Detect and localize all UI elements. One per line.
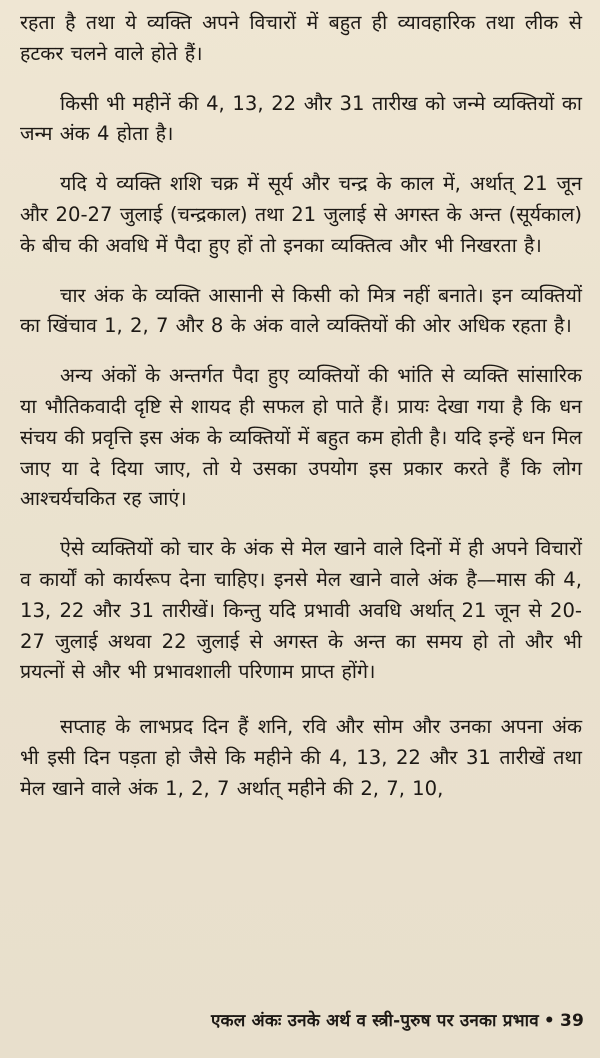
page-footer bbox=[0, 1008, 584, 1031]
paragraph-3: यदि ये व्यक्ति शशि चक्र में सूर्य और चन्द्र के काल में, अर्थात् 21 जून और 20-27 जुलाई (चन्द्रकाल) तथा 21 जुलाई से अगस्त के अन्त (सूर्यकाल) के बीच की अवधि में पैदा हुए हों तो इनका व्यक्तित्व और भी निखरता है। bbox=[20, 172, 582, 257]
footer-separator: • bbox=[543, 1011, 555, 1031]
paragraph-5: अन्य अंकों के अन्तर्गत पैदा हुए व्यक्तियों की भांति से व्यक्ति सांसारिक या भौतिकवादी दृष्टि से शायद ही सफल हो पाते हैं। प्रायः देखा गया है कि धन संचय की प्रवृत्ति इस अंक के व्यक्तियों में बहुत कम होती है। यदि इन्हें धन मिल जाए या दे दिया जाए, तो ये उसका उपयोग इस प्रकार करते हैं कि लोग आश्चर्यचकित रह जाएं। bbox=[20, 364, 582, 511]
running-title: एकल अंकः उनके अर्थ व स्त्री-पुरुष पर उनका प्रभाव bbox=[210, 1011, 539, 1031]
paragraph-2: किसी भी महीनें की 4, 13, 22 और 31 तारीख को जन्मे व्यक्तियों का जन्म अंक 4 होता है। bbox=[20, 91, 582, 146]
paragraph-4: चार अंक के व्यक्ति आसानी से किसी को मित्र नहीं बनाते। इन व्यक्तियों का खिंचाव 1, 2, 7 और 8 के अंक वाले व्यक्तियों की ओर अधिक रहता है। bbox=[20, 283, 582, 338]
paragraph-6: ऐसे व्यक्तियों को चार के अंक से मेल खाने वाले दिनों में ही अपने विचारों व कार्यों को कार्यरूप देना चाहिए। इनसे मेल खाने वाले अंक है—मास की 4, 13, 22 और 31 तारीखें। किन्तु यदि प्रभावी अवधि अर्थात् 21 जून से 20-27 जुलाई अथवा 22 जुलाई से अगस्त के अन्त का समय हो तो और भी प्रयत्नों से और भी प्रभावशाली परिणाम प्राप्त होंगे। bbox=[20, 537, 582, 684]
page-number: 39 bbox=[559, 1011, 584, 1031]
paragraph-1: रहता है तथा ये व्यक्ति अपने विचारों में बहुत ही व्यावहारिक तथा लीक से हटकर चलने वाले होते हैं। bbox=[20, 11, 582, 65]
paragraph-7: सप्ताह के लाभप्रद दिन हैं शनि, रवि और सोम और उनका अपना अंक भी इसी दिन पड़ता हो जैसे कि महीने की 4, 13, 22 और 31 तारीखें तथा मेल खाने वाले अंक 1, 2, 7 अर्थात् महीने की 2, 7, 10, bbox=[20, 715, 582, 800]
